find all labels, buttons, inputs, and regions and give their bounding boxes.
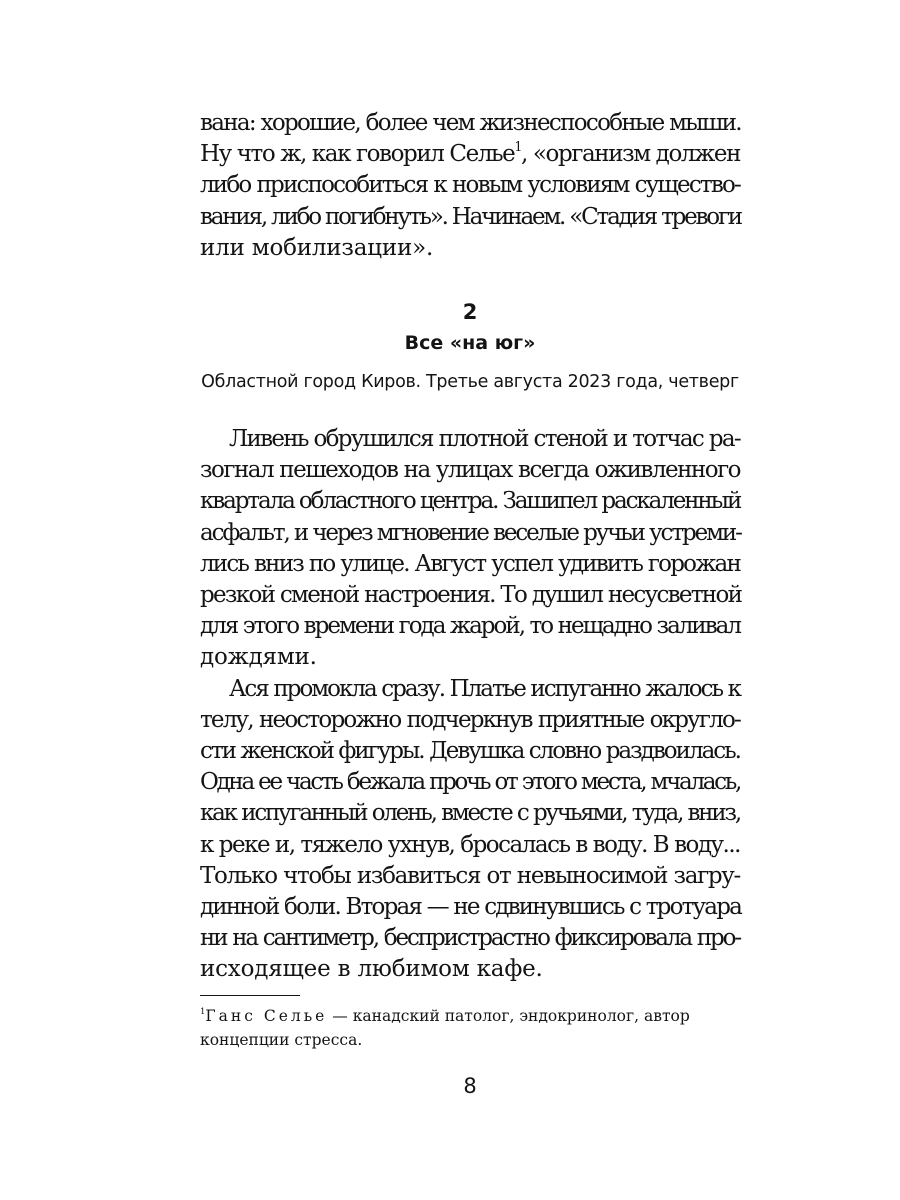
chapter-text <box>200 424 740 986</box>
text-line: дождями. <box>200 644 317 671</box>
text-line: для этого времени года жарой, то нещадно заливал <box>200 613 740 640</box>
paragraph <box>200 674 740 986</box>
chapter-number: 2 <box>462 300 478 324</box>
text-line: зогнал пешеходов на улицах всегда оживленного <box>200 457 740 484</box>
text-line: сти женской фигуры. Девушка словно раздвоилась. <box>200 738 740 765</box>
text-line: исходящее в любимом кафе. <box>200 956 543 983</box>
text-line: вана: хорошие, более чем жизнеспособные мыши. <box>200 110 741 136</box>
footnote-person-name: Ганс Селье <box>205 1007 328 1025</box>
text-line: ни на сантиметр, беспристрастно фиксировала про- <box>200 925 740 952</box>
text-line: Одна ее часть бежала прочь от этого места, мчалась, <box>200 769 740 796</box>
text-line: телу, неосторожно подчеркнув приятные округло- <box>200 706 740 733</box>
paragraph <box>200 424 740 674</box>
text-line: резкой сменой настроения. То душил несусветной <box>200 582 742 609</box>
text-line: динной боли. Вторая — не сдвинувшись с тротуара <box>200 894 742 921</box>
text-line: или мобилизации». <box>200 234 434 261</box>
text-fragment: , «организм должен <box>521 141 741 168</box>
footnote-reference: 1 <box>514 139 522 155</box>
footnote-line <box>200 1004 740 1028</box>
text-line: асфальт, и через мгновение веселые ручьи устреми- <box>200 519 741 546</box>
footnote-text: — канадский патолог, эндокринолог, автор <box>327 1007 690 1025</box>
footnote-marker: 1 <box>200 1007 206 1018</box>
text-fragment: Ну что ж, как говорил Селье <box>200 141 515 168</box>
text-line: лись вниз по улице. Август успел удивить горожан <box>200 550 740 577</box>
text-line <box>200 139 740 170</box>
text-line: Ася промокла сразу. Платье испуганно жалось к <box>229 675 740 702</box>
opening-paragraph <box>200 108 740 264</box>
footnote-line: концепции стресса. <box>200 1031 363 1049</box>
text-line: к реке и, тяжело ухнув, бросалась в воду. В воду... <box>200 831 740 858</box>
chapter-subtitle: Областной город Киров. Третье августа 2023 года, четверг <box>201 372 739 392</box>
text-line: вания, либо погибнуть». Начинаем. «Стадия тревоги <box>200 203 741 230</box>
text-line: как испуганный олень, вместе с ручьями, туда, вниз, <box>200 800 740 827</box>
footnote-divider <box>200 995 300 996</box>
text-line: Ливень обрушился плотной стеной и тотчас ра- <box>229 426 740 452</box>
chapter-title: Все «на юг» <box>404 332 536 354</box>
text-line: квартала областного центра. Зашипел раскаленный <box>200 488 741 515</box>
text-line: Только чтобы избавиться от невыносимой загру- <box>200 862 740 889</box>
text-line: либо приспособиться к новым условиям существо- <box>200 172 740 199</box>
footnote <box>200 1004 740 1052</box>
page-number: 8 <box>463 1074 477 1098</box>
